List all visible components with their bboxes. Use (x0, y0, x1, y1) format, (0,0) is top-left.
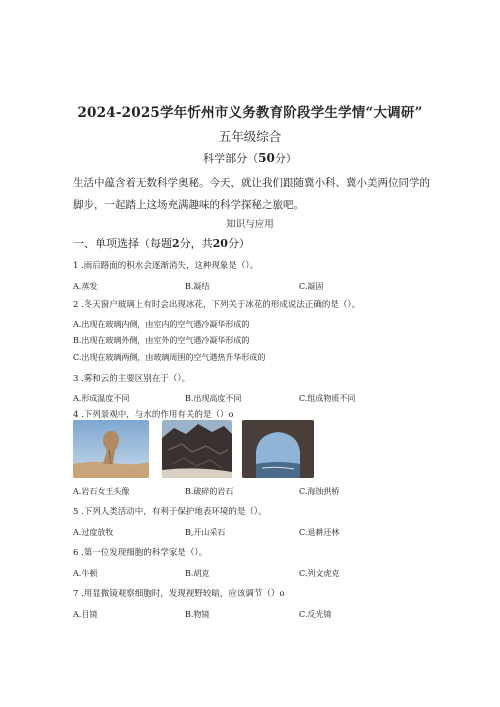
q7-option-a: A.目镜 (73, 610, 98, 619)
q6-option-a: A.牛顿 (73, 569, 98, 578)
q3-option-c: C.组成物质不同 (299, 394, 356, 403)
broken-rock-image (162, 420, 232, 478)
q1-option-a: A.蒸发 (73, 282, 98, 291)
section-heading: 科学部分（50分） (203, 151, 297, 165)
intro-paragraph: 生活中蕴含着无数科学奥秘。今天，就让我们跟随冀小科、冀小美两位同学的脚步，一起踏上这场充满趣味的科学探秘之旅吧。 (73, 177, 430, 211)
question-2: 2 .冬天窗户玻璃上有时会出现冰花，下列关于冰花的形成说法正确的是（）。 (73, 300, 361, 310)
question-3: 3 .雾和云的主要区别在于（）。 (73, 374, 191, 384)
q2-option-a: A.出现在玻璃内侧，由室内的空气遇冷凝华形成的 (73, 320, 250, 329)
sea-arch-image (242, 420, 314, 478)
question-1: 1 .雨后路面的积水会逐渐消失，这种现象是（）。 (73, 261, 259, 271)
part-heading: 一、单项选择（每题2分，共20分） (73, 237, 250, 250)
question-4: 4 .下列景观中，与水的作用有关的是（）o (73, 410, 234, 420)
q4-option-b: B.破碎的岩石 (185, 487, 234, 496)
q7-option-b: B.物镜 (185, 610, 210, 619)
page-title: 2024-2025学年忻州市义务教育阶段学生学情“大调研” (77, 105, 423, 121)
q2-option-b: B.出现在玻璃外侧，由室外的空气遇冷凝华形成的 (73, 336, 250, 345)
q1-option-b: B.凝结 (185, 282, 210, 291)
question-7: 7 .用显微镜观察细胞时，发现视野较暗，应该调节（）o (73, 589, 285, 599)
q7-option-c: C.反光镜 (299, 610, 332, 619)
q3-option-a: A.形成温度不同 (73, 394, 130, 403)
q4-option-a: A.岩石女王头像 (73, 487, 130, 496)
q2-option-c: C.出现在玻璃两侧，由玻璃周围的空气遇热升华形成的 (73, 353, 266, 362)
q1-option-c: C.凝固 (299, 282, 324, 291)
page-subtitle: 五年级综合 (218, 129, 282, 144)
subheading: 知识与应用 (226, 219, 274, 230)
q5-option-a: A.过度放牧 (73, 528, 114, 537)
q4-option-c: C.海蚀拱桥 (299, 487, 340, 496)
q3-option-b: B.出现高度不同 (185, 394, 242, 403)
question-6: 6 .第一位发现细胞的科学家是（）。 (73, 548, 208, 558)
q5-option-b: B,开山采石 (185, 528, 226, 537)
q5-option-c: C.退耕还林 (299, 528, 340, 537)
queen-head-rock-image (73, 420, 149, 478)
question-5: 5 .下列人类活动中，有利于保护地表环境的是（）。 (73, 507, 267, 517)
q6-option-c: C.列文虎克 (299, 569, 340, 578)
q6-option-b: B.胡克 (185, 569, 210, 578)
